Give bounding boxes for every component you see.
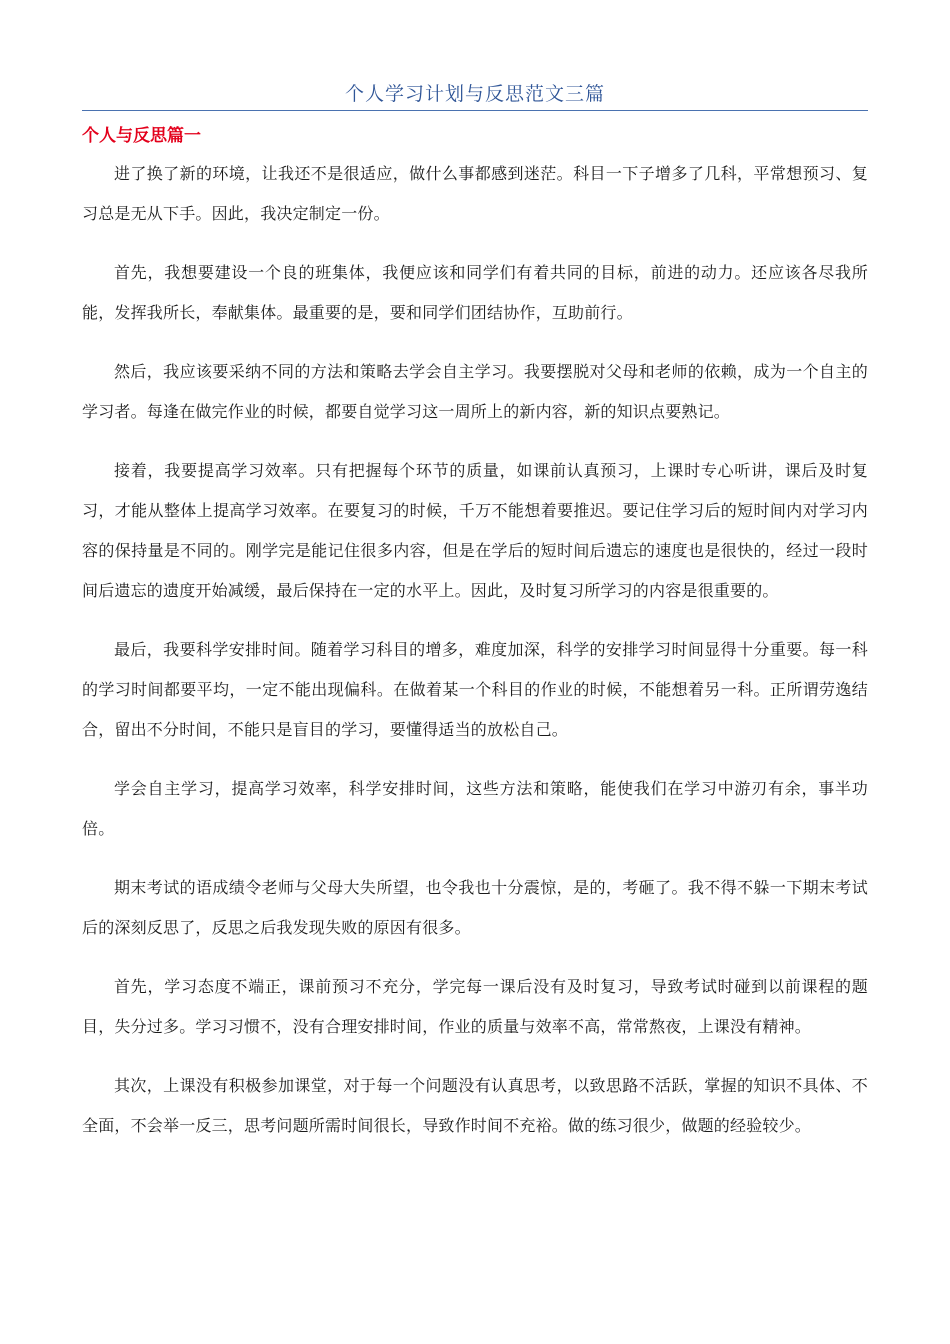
document-title: 个人学习计划与反思范文三篇: [344, 83, 605, 105]
paragraph: 其次，上课没有积极参加课堂，对于每一个问题没有认真思考，以致思路不活跃，掌握的知识不具体、不全面，不会举一反三，思考问题所需时间很长，导致作时间不充裕。做的练习很少，做题的经验较少。: [82, 1076, 868, 1135]
paragraph: 进了换了新的环境，让我还不是很适应，做什么事都感到迷茫。科目一下子增多了几科，平常想预习、复习总是无从下手。因此，我决定制定一份。: [82, 164, 868, 223]
document-body: [82, 154, 868, 1165]
paragraph: 学会自主学习，提高学习效率，科学安排时间，这些方法和策略，能使我们在学习中游刃有余，事半功倍。: [82, 779, 868, 838]
paragraph: 首先，我想要建设一个良的班集体，我便应该和同学们有着共同的目标，前进的动力。还应该各尽我所能，发挥我所长，奉献集体。最重要的是，要和同学们团结协作，互助前行。: [82, 263, 868, 322]
paragraph: 期末考试的语成绩令老师与父母大失所望，也令我也十分震惊，是的，考砸了。我不得不躲一下期末考试后的深刻反思了，反思之后我发现失败的原因有很多。: [82, 878, 868, 937]
section-heading: 个人与反思篇一: [82, 126, 201, 146]
paragraph: 最后，我要科学安排时间。随着学习科目的增多，难度加深，科学的安排学习时间显得十分重要。每一科的学习时间都要平均，一定不能出现偏科。在做着某一个科目的作业的时候，不能想着另一科。正所谓劳逸结合，留出不分时间，不能只是盲目的学习，要懂得适当的放松自己。: [82, 640, 868, 739]
page-header: [82, 80, 868, 111]
paragraph: 然后，我应该要采纳不同的方法和策略去学会自主学习。我要摆脱对父母和老师的依赖，成为一个自主的学习者。每逢在做完作业的时候，都要自觉学习这一周所上的新内容，新的知识点要熟记。: [82, 362, 868, 421]
paragraph: 接着，我要提高学习效率。只有把握每个环节的质量，如课前认真预习，上课时专心听讲，课后及时复习，才能从整体上提高学习效率。在要复习的时候，千万不能想着要推迟。要记住学习后的短时间内对学习内容的保持量是不同的。刚学完是能记住很多内容，但是在学后的短时间后遗忘的速度也是很快的，经过一段时间后遗忘的遗度开始减缓，最后保持在一定的水平上。因此，及时复习所学习的内容是很重要的。: [82, 461, 868, 600]
paragraph: 首先，学习态度不端正，课前预习不充分，学完每一课后没有及时复习，导致考试时碰到以前课程的题目，失分过多。学习习惯不，没有合理安排时间，作业的质量与效率不高，常常熬夜，上课没有精神。: [82, 977, 868, 1036]
